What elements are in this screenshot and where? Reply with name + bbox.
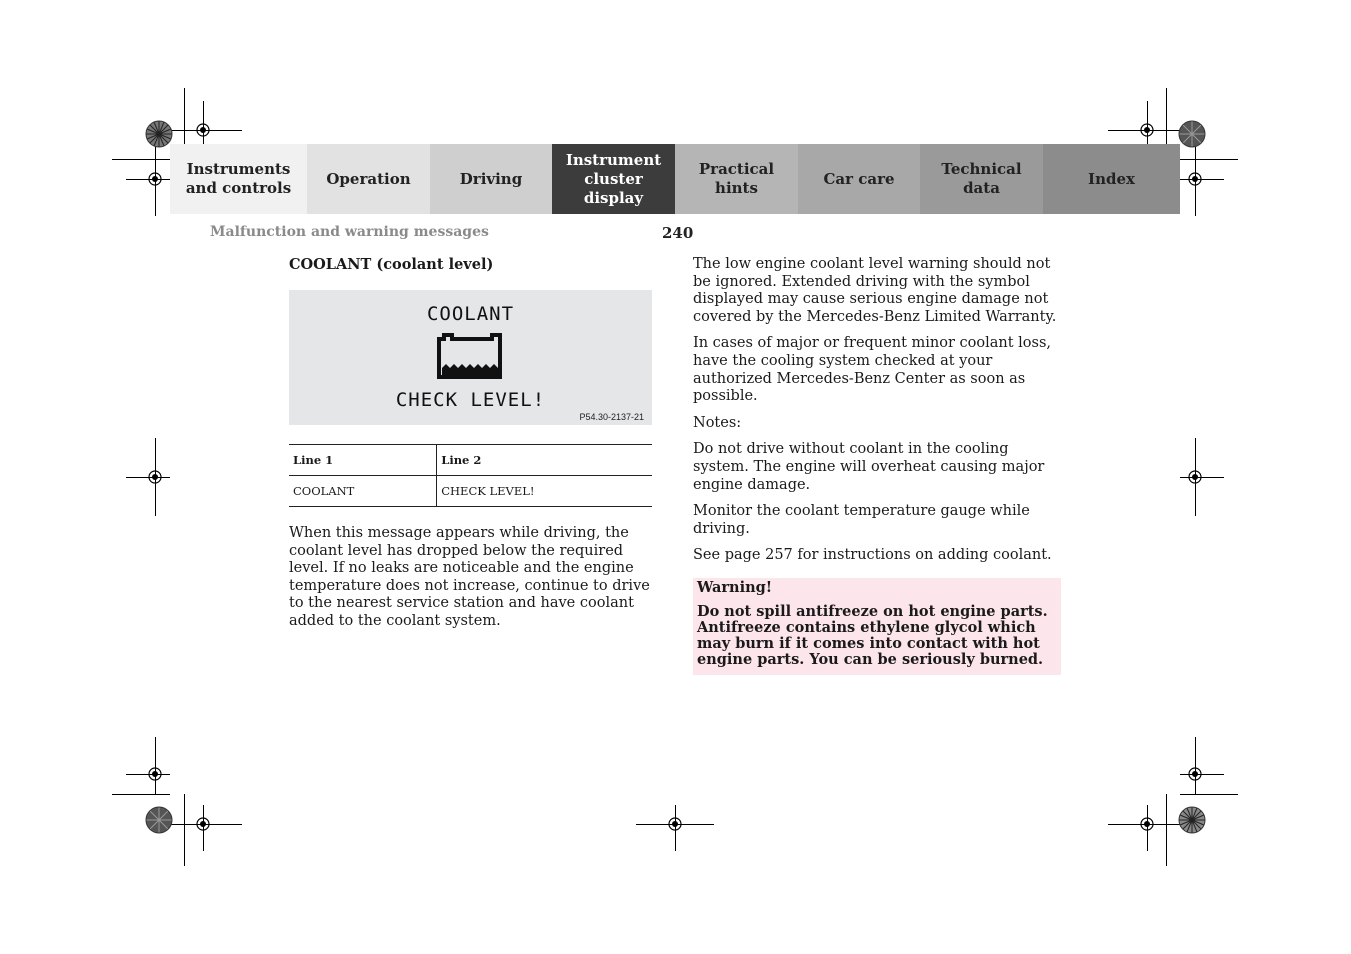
registration-target-icon <box>195 122 211 138</box>
registration-target-icon <box>1139 816 1155 832</box>
tab-operation[interactable] <box>307 144 430 214</box>
display-line-2: CHECK LEVEL! <box>395 389 546 411</box>
note-item: Monitor the coolant temperature gauge while driving. <box>693 503 1030 537</box>
registration-target-icon <box>147 469 163 485</box>
registration-target-icon <box>1187 766 1203 782</box>
tab-label: Driving <box>459 169 523 188</box>
cluster-display-figure <box>289 290 652 425</box>
color-rosette-icon <box>1178 806 1206 834</box>
warning-box <box>693 578 1061 675</box>
warning-title: Warning! <box>697 578 773 596</box>
body-paragraph: In cases of major or frequent minor coolant loss, have the cooling system checked at your authorized Mercedes-Benz Center as soon as possible. <box>693 335 1051 405</box>
tab-practical-hints[interactable] <box>675 144 798 214</box>
tab-label: Instrument cluster display <box>565 150 662 207</box>
tab-label: Car care <box>823 169 895 188</box>
table-row <box>289 476 652 507</box>
table-cell: CHECK LEVEL! <box>437 476 652 507</box>
tab-instrument-cluster-display[interactable] <box>552 144 675 214</box>
table-header-row <box>289 445 652 476</box>
registration-target-icon <box>147 766 163 782</box>
tab-index[interactable] <box>1043 144 1180 214</box>
section-title: Malfunction and warning messages <box>210 224 489 240</box>
message-explanation: When this message appears while driving, the coolant level has dropped below the required level. If no leaks are noticeable and the engine temperature does not increase, continue to drive to the nearest service station and have coolant added to the coolant system. <box>289 525 650 629</box>
tab-label: Technical data <box>941 160 1022 197</box>
color-rosette-icon <box>145 120 173 148</box>
registration-target-icon <box>195 816 211 832</box>
tab-label: Instruments and controls <box>185 160 292 197</box>
coolant-reservoir-icon <box>436 331 504 381</box>
registration-target-icon <box>147 171 163 187</box>
chapter-nav <box>170 144 1180 214</box>
table-header: Line 1 <box>289 445 437 476</box>
registration-target-icon <box>667 816 683 832</box>
body-paragraph: The low engine coolant level warning should not be ignored. Extended driving with the symbol displayed may cause serious engine damage not covered by the Mercedes-Benz Limited Warranty. <box>693 256 1057 325</box>
tab-label: Index <box>1088 169 1135 188</box>
color-rosette-icon <box>145 806 173 834</box>
display-lines-table <box>289 444 652 507</box>
warning-text: Do not spill antifreeze on hot engine parts. Antifreeze contains ethylene glycol which may burn if it comes into contact with hot engine parts. You can be seriously burned. <box>697 602 1048 668</box>
tab-label: Practical hints <box>698 160 775 197</box>
left-column <box>289 256 655 631</box>
display-line-1: COOLANT <box>426 303 515 325</box>
tab-instruments-and-controls[interactable] <box>170 144 307 214</box>
tab-car-care[interactable] <box>798 144 920 214</box>
tab-driving[interactable] <box>430 144 552 214</box>
note-item: Do not drive without coolant in the cooling system. The engine will overheat causing major engine damage. <box>693 441 1045 493</box>
note-item: See page 257 for instructions on adding coolant. <box>693 547 1052 564</box>
table-header: Line 2 <box>437 445 652 476</box>
right-column <box>693 256 1061 675</box>
registration-target-icon <box>1187 171 1203 187</box>
registration-target-icon <box>1139 122 1155 138</box>
table-cell: COOLANT <box>289 476 437 507</box>
registration-target-icon <box>1187 469 1203 485</box>
message-heading: COOLANT (coolant level) <box>289 256 494 273</box>
tab-technical-data[interactable] <box>920 144 1043 214</box>
notes-label: Notes: <box>693 414 742 431</box>
figure-code: P54.30-2137-21 <box>579 412 644 422</box>
color-rosette-icon <box>1178 120 1206 148</box>
tab-label: Operation <box>326 169 411 188</box>
page-number: 240 <box>662 224 694 242</box>
